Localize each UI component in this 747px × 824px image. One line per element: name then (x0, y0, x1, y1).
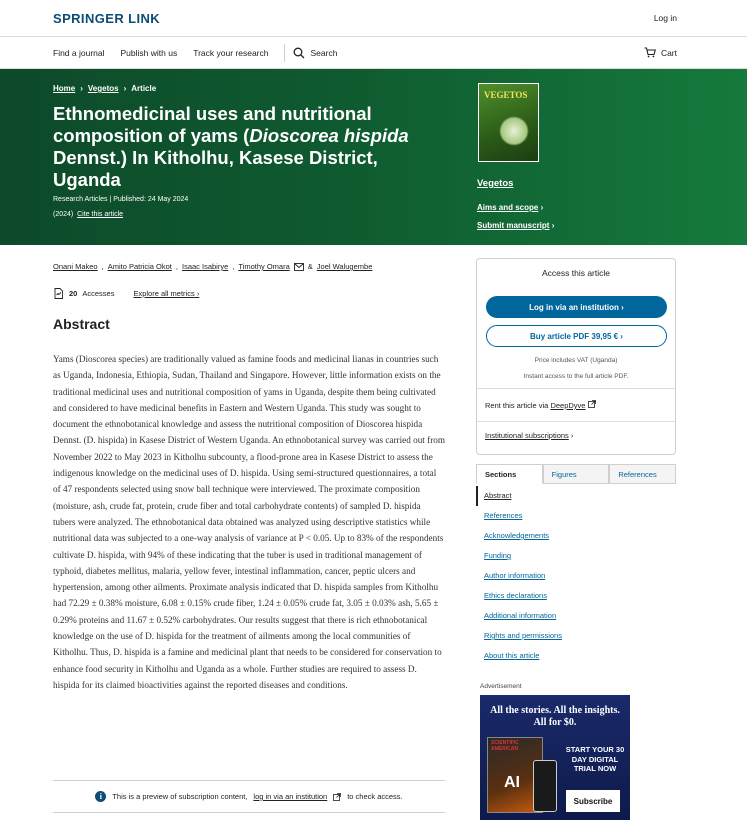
accesses-label: Accesses (82, 289, 115, 298)
external-link-icon (333, 793, 341, 801)
instant-access-note: Instant access to the full article PDF. (523, 373, 629, 380)
abstract-heading: Abstract (53, 316, 110, 332)
login-institution-link[interactable]: log in via an institution (253, 792, 328, 801)
access-panel (476, 258, 676, 455)
ad-cta: START YOUR 30 DAY DIGITAL TRIAL NOW (565, 745, 625, 773)
section-link-rights[interactable]: Rights and permissions (484, 631, 562, 640)
ad-label: Advertisement (480, 683, 522, 690)
preview-text-end: to check access. (347, 792, 403, 801)
article-title: Ethnomedicinal uses and nutritional composition of yams (Dioscorea hispida Dennst.) In Kitholhu, Kasese District, Uganda (53, 103, 409, 190)
nav-divider (284, 44, 285, 62)
abstract-text: Yams (Dioscorea species) are traditionally valued as famine foods and medicinal lianas in countries such as Uganda, Indonesia, Ethiopia, Sudan, Thailand and Singapore. However, little information exists on the traditional medicinal uses and nutritional composition of yams in Uganda, despite them being cultivated and considered to have medicinal benefits in Eastern and Western Uganda. This study was sought to document the ethnobotanical knowledge and assess the nutritional composition of Dioscorea hispida Dennst. (D. hispida) in Kasese District of Western Uganda. An ethnobotanical survey was carried out from November 2022 to May 2023 in Kitholhu subcounty, a flood-prone area in Kasese District to assess the indigenous knowledge on the medicinal uses of D. hispida. Using semi-structured questionnaires, a total of 47 respondents selected using snow ball technique were interviewed. The proximate composition (moisture, ash, crude fat, protein, crude fiber and total carbohydrate contents) of sampled D. hispida tubers were analyzed. The ethnobotanical data obtained was analyzed using descriptive statistics while nutritional data was subjected to a one-way analysis of variance at P < 0.05. Up to 83% of the respondents cultivate D. hispida, with 94% of these indicating that the tuber is used in traditional management of typhoid, diabetes mellitus, malaria, yellow fever, intestinal inflammation, cancer, peptic ulcers and hypertension, among other ailments. Proximate analysis indicated that D. hispida samples from Kitholhu had 72.29 ± 0.38% moisture, 6.08 ± 0.15% crude fiber, 1.24 ± 0.05% crude fat, 3.05 ± 0.03% ash, 5.65 ± 0.29% proteins and 11.67 ± 0.52% carbohydrates. Our results suggest that there is rich ethnobotanical knowledge on the use of D. hispida for the treatment of ailments among the local communities of Kitholhu. Thus, D. hispida is a famine and medicinal plant that needs to be considered for conservation to enhance food security in Kitholhu and Uganda as a whole. Further studies are required to assess D. hispida for its claimed bioactivities against the reported diseases and conditions. (53, 354, 446, 690)
cart-button[interactable] (644, 47, 677, 58)
rent-article: Rent this article via DeepDyve (485, 400, 596, 410)
accesses-count: 20 (69, 289, 78, 298)
author-link[interactable]: Joel Walugembe (316, 262, 373, 271)
breadcrumb-current: Article (131, 84, 157, 93)
metrics-bar (53, 288, 199, 299)
author-link[interactable]: Onani Makeo (53, 262, 98, 271)
section-link-about[interactable]: About this article (484, 651, 540, 660)
publish-link[interactable]: Publish with us (120, 47, 178, 58)
search-button[interactable] (293, 47, 337, 59)
cart-icon (644, 47, 656, 58)
document-icon (53, 288, 64, 299)
chevron-right-icon: › (123, 84, 127, 93)
article-citation (53, 211, 123, 218)
nav-bar (0, 37, 747, 69)
info-icon: i (95, 791, 106, 802)
search-label: Search (310, 47, 338, 58)
journal-cover[interactable] (478, 83, 539, 162)
section-link-references[interactable]: References (484, 511, 523, 520)
cite-link[interactable]: Cite this article (77, 211, 124, 218)
price-note: Price includes VAT (Uganda) (534, 357, 618, 364)
magazine-cover-image: SCIENTIFIC AMERICAN AI (487, 737, 543, 813)
cover-title: VEGETOS (484, 90, 528, 100)
email-icon[interactable] (294, 263, 304, 271)
springer-link-logo[interactable]: SPRINGER LINK (53, 10, 161, 26)
chevron-right-icon: › (80, 84, 83, 93)
deepdyve-link[interactable]: DeepDyve (550, 401, 586, 410)
section-link-abstract[interactable]: Abstract (476, 486, 676, 506)
cover-image (499, 116, 529, 146)
preview-text: This is a preview of subscription content, (112, 792, 248, 801)
author-link[interactable]: Timothy Omara (238, 262, 290, 271)
submit-manuscript-link[interactable]: Submit manuscript › (477, 221, 555, 230)
explore-metrics-link[interactable]: Explore all metrics › (133, 289, 200, 298)
article-type: Research Articles (53, 196, 108, 203)
sections-tabs (476, 464, 676, 484)
chevron-right-icon: › (551, 221, 555, 230)
section-link-author-information[interactable]: Author information (484, 571, 546, 580)
login-institution-button[interactable]: Log in via an institution › (486, 296, 667, 318)
external-link-icon (588, 400, 596, 408)
login-link[interactable]: Log in (653, 13, 677, 23)
divider (477, 421, 675, 422)
tab-figures[interactable]: Figures (543, 464, 610, 484)
author-link[interactable]: Amito Patricia Okot (107, 262, 172, 271)
breadcrumb-journal[interactable]: Vegetos (87, 84, 119, 93)
institutional-subscriptions-link[interactable]: Institutional subscriptions › (485, 431, 574, 440)
section-link-ethics[interactable]: Ethics declarations (484, 591, 547, 600)
section-link-additional[interactable]: Additional information (484, 611, 557, 620)
author-link[interactable]: Isaac Isabirye (181, 262, 229, 271)
chevron-right-icon: › (540, 203, 544, 212)
journal-link[interactable]: Vegetos (477, 178, 514, 189)
track-research-link[interactable]: Track your research (193, 47, 269, 58)
top-bar (0, 0, 747, 37)
tab-references[interactable]: References (609, 464, 676, 484)
tab-sections[interactable]: Sections (476, 464, 543, 484)
cart-label: Cart (660, 47, 677, 58)
buy-article-button[interactable]: Buy article PDF 39,95 € › (486, 325, 667, 347)
article-year: (2024) (53, 211, 74, 218)
article-meta: Research Articles | Published: 24 May 2024 (53, 196, 189, 203)
ad-headline: All the stories. All the insights. All for $0. (490, 705, 620, 728)
published-date: Published: 24 May 2024 (113, 196, 189, 203)
article-hero (0, 69, 747, 245)
breadcrumb (53, 84, 156, 93)
author-list: Onani Makeo , Amito Patricia Okot , Isaac Isabirye , Timothy Omara & Joel Walugembe (53, 262, 373, 271)
aims-scope-link[interactable]: Aims and scope › (477, 203, 544, 212)
section-list (476, 486, 676, 666)
find-journal-link[interactable]: Find a journal (53, 47, 105, 58)
divider (477, 388, 675, 389)
section-link-acknowledgements[interactable]: Acknowledgements (484, 531, 550, 540)
access-title: Access this article (541, 268, 611, 278)
section-link-funding[interactable]: Funding (484, 551, 512, 560)
phone-image (533, 760, 557, 812)
subscribe-button[interactable]: Subscribe (566, 790, 620, 812)
preview-notice (53, 780, 445, 813)
breadcrumb-home[interactable]: Home (53, 84, 76, 93)
advertisement[interactable] (480, 695, 630, 820)
search-icon (293, 47, 305, 59)
